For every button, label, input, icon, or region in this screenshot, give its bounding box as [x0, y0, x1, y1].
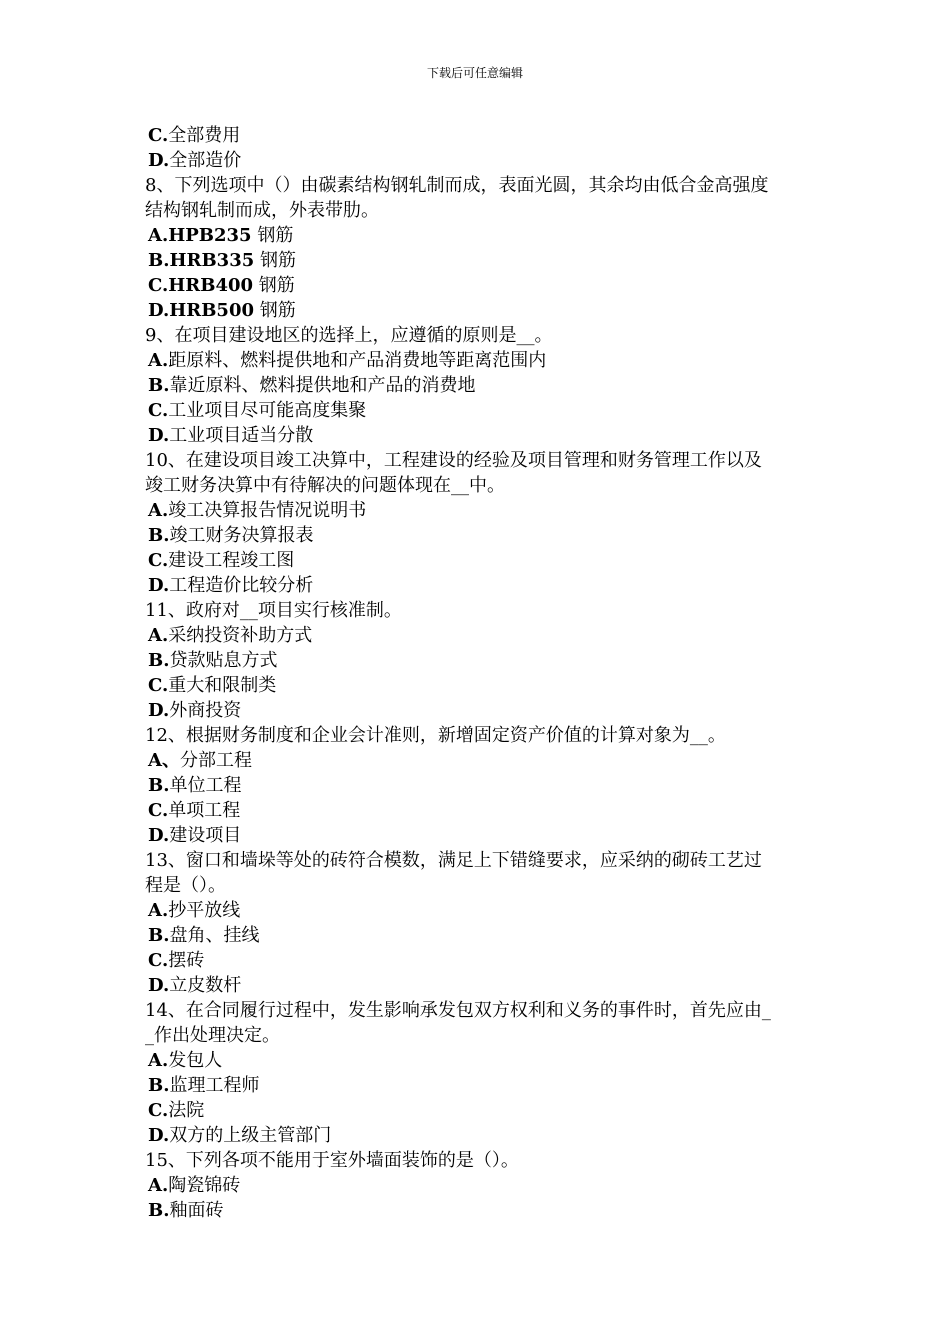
- option-text: 全部费用: [168, 125, 241, 146]
- answer-option: [145, 823, 810, 848]
- option-letter: B: [148, 525, 164, 546]
- option-code: HRB500: [169, 300, 255, 321]
- option-letter: C: [148, 675, 163, 696]
- question-text: _作出处理决定。: [145, 1025, 280, 1046]
- option-text: 立皮数杆: [169, 975, 242, 996]
- option-text: 钢筋: [254, 300, 296, 321]
- question-text: 10、在建设项目竣工决算中，工程建设的经验及项目管理和财务管理工作以及: [145, 450, 762, 471]
- question-text: 14、在合同履行过程中，发生影响承发包双方权利和义务的事件时，首先应由_: [145, 1000, 771, 1021]
- option-text: 钢筋: [251, 225, 294, 246]
- option-separator: .: [162, 575, 170, 596]
- answer-option: [145, 248, 810, 273]
- option-separator: .: [161, 350, 169, 371]
- option-letter: A: [148, 350, 162, 371]
- option-code: HRB400: [168, 275, 254, 296]
- option-letter: A: [148, 1175, 162, 1196]
- option-separator: .: [162, 425, 170, 446]
- answer-option: [145, 1198, 810, 1223]
- answer-option: [145, 223, 810, 248]
- option-letter: C: [148, 950, 163, 971]
- answer-option: [145, 748, 810, 773]
- answer-option: [145, 1123, 810, 1148]
- option-text: 工业项目尽可能高度集聚: [168, 400, 367, 421]
- option-text: 竣工决算报告情况说明书: [168, 500, 367, 521]
- option-code: HPB235: [168, 225, 252, 246]
- option-letter: C: [148, 400, 163, 421]
- option-letter: B: [148, 925, 164, 946]
- option-text: 单位工程: [169, 775, 242, 796]
- option-separator: .: [162, 700, 170, 721]
- option-letter: B: [148, 775, 164, 796]
- option-separator: .: [162, 975, 170, 996]
- option-separator: .: [162, 950, 169, 971]
- option-letter: A: [148, 900, 162, 921]
- option-separator: .: [163, 375, 170, 396]
- answer-option: [145, 573, 810, 598]
- question-text: 竣工财务决算中有待解决的问题体现在__中。: [145, 475, 505, 496]
- option-text: 抄平放线: [168, 900, 241, 921]
- answer-option: [145, 548, 810, 573]
- option-text: 双方的上级主管部门: [169, 1125, 332, 1146]
- option-text: 单项工程: [168, 800, 241, 821]
- option-separator: .: [161, 1175, 169, 1196]
- option-text: 距原料、燃料提供地和产品消费地等距离范围内: [168, 350, 547, 371]
- option-text: 靠近原料、燃料提供地和产品的消费地: [169, 375, 476, 396]
- answer-option: [145, 1048, 810, 1073]
- option-text: 工程造价比较分析: [169, 575, 314, 596]
- answer-option: [145, 348, 810, 373]
- option-separator: .: [162, 125, 169, 146]
- answer-option: [145, 398, 810, 423]
- option-letter: B: [148, 1075, 164, 1096]
- option-letter: B: [148, 250, 164, 271]
- option-letter: A: [148, 500, 162, 521]
- option-text: 建设项目: [169, 825, 242, 846]
- question-text: 13、窗口和墙垛等处的砖符合模数，满足上下错缝要求，应采纳的砌砖工艺过: [145, 850, 762, 871]
- option-separator: .: [161, 625, 169, 646]
- option-separator: .: [162, 300, 170, 321]
- option-letter: D: [148, 425, 163, 446]
- answer-option: [145, 1173, 810, 1198]
- option-separator: .: [162, 275, 169, 296]
- question-text: 程是（）。: [145, 875, 226, 896]
- answer-option: [145, 648, 810, 673]
- question-text: 结构钢轧制而成，外表带肋。: [145, 200, 379, 221]
- option-separator: .: [162, 825, 170, 846]
- answer-option: [145, 898, 810, 923]
- question-text: 15、下列各项不能用于室外墙面装饰的是（）。: [145, 1150, 519, 1171]
- answer-option: [145, 423, 810, 448]
- option-text: 陶瓷锦砖: [168, 1175, 241, 1196]
- option-text: 重大和限制类: [168, 675, 277, 696]
- option-letter: A: [148, 625, 162, 646]
- option-letter: C: [148, 275, 163, 296]
- answer-option: [145, 273, 810, 298]
- answer-option: [145, 798, 810, 823]
- answer-option: [145, 923, 810, 948]
- option-separator: .: [163, 775, 170, 796]
- answer-option: [145, 1073, 810, 1098]
- option-separator: .: [162, 800, 169, 821]
- answer-option: [145, 1098, 810, 1123]
- option-letter: B: [148, 1200, 164, 1221]
- option-letter: C: [148, 1100, 163, 1121]
- option-separator: .: [163, 1075, 170, 1096]
- page-header: 下载后可任意编辑: [426, 66, 523, 80]
- answer-option: [145, 673, 810, 698]
- option-letter: D: [148, 975, 163, 996]
- option-text: 贷款贴息方式: [169, 650, 278, 671]
- option-separator: .: [162, 150, 170, 171]
- option-text: 钢筋: [253, 275, 295, 296]
- answer-option: [145, 123, 810, 148]
- question-text: 12、根据财务制度和企业会计准则，新增固定资产价值的计算对象为__。: [145, 725, 726, 746]
- option-text: 全部造价: [169, 150, 242, 171]
- answer-option: [145, 373, 810, 398]
- option-text: 釉面砖: [169, 1200, 224, 1221]
- option-separator: .: [161, 500, 169, 521]
- answer-option: [145, 148, 810, 173]
- option-text: 监理工程师: [169, 1075, 260, 1096]
- option-text: 建设工程竣工图: [168, 550, 295, 571]
- option-text: 法院: [168, 1100, 205, 1121]
- option-letter: B: [148, 375, 164, 396]
- option-separator: .: [163, 650, 170, 671]
- option-text: 分部工程: [179, 750, 252, 771]
- answer-option: [145, 973, 810, 998]
- option-letter: A: [148, 225, 162, 246]
- option-separator: .: [162, 1100, 169, 1121]
- option-separator: .: [163, 525, 170, 546]
- option-letter: C: [148, 125, 163, 146]
- option-separator: .: [162, 400, 169, 421]
- answer-option: [145, 948, 810, 973]
- option-letter: D: [148, 1125, 163, 1146]
- option-separator: .: [161, 225, 169, 246]
- option-text: 外商投资: [169, 700, 242, 721]
- option-text: 采纳投资补助方式: [168, 625, 313, 646]
- option-separator: .: [163, 250, 170, 271]
- option-text: 工业项目适当分散: [169, 425, 314, 446]
- option-letter: D: [148, 300, 163, 321]
- answer-option: [145, 498, 810, 523]
- question-text: 11、政府对__项目实行核准制。: [145, 600, 402, 621]
- answer-option: [145, 523, 810, 548]
- answer-option: [145, 698, 810, 723]
- option-letter: D: [148, 575, 163, 596]
- option-separator: .: [161, 1050, 169, 1071]
- option-code: HRB335: [169, 250, 255, 271]
- option-letter: A: [148, 750, 162, 771]
- option-text: 发包人: [168, 1050, 223, 1071]
- document-body: [145, 123, 810, 1223]
- option-letter: D: [148, 825, 163, 846]
- option-separator: .: [162, 550, 169, 571]
- answer-option: [145, 298, 810, 323]
- question-text: 9、在项目建设地区的选择上，应遵循的原则是__。: [145, 325, 553, 346]
- option-letter: A: [148, 1050, 162, 1071]
- option-text: 摆砖: [168, 950, 205, 971]
- option-separator: .: [162, 1125, 170, 1146]
- option-text: 钢筋: [254, 250, 296, 271]
- option-separator: .: [163, 1200, 170, 1221]
- option-separator: .: [161, 900, 169, 921]
- option-letter: D: [148, 700, 163, 721]
- option-letter: C: [148, 550, 163, 571]
- option-text: 竣工财务决算报表: [169, 525, 314, 546]
- option-letter: C: [148, 800, 163, 821]
- answer-option: [145, 623, 810, 648]
- question-text: 8、下列选项中（）由碳素结构钢轧制而成，表面光圆，其余均由低合金高强度: [145, 175, 769, 196]
- option-text: 盘角、挂线: [169, 925, 260, 946]
- option-letter: B: [148, 650, 164, 671]
- option-letter: D: [148, 150, 163, 171]
- option-separator: 、: [161, 750, 180, 771]
- option-separator: .: [163, 925, 170, 946]
- option-separator: .: [162, 675, 169, 696]
- answer-option: [145, 773, 810, 798]
